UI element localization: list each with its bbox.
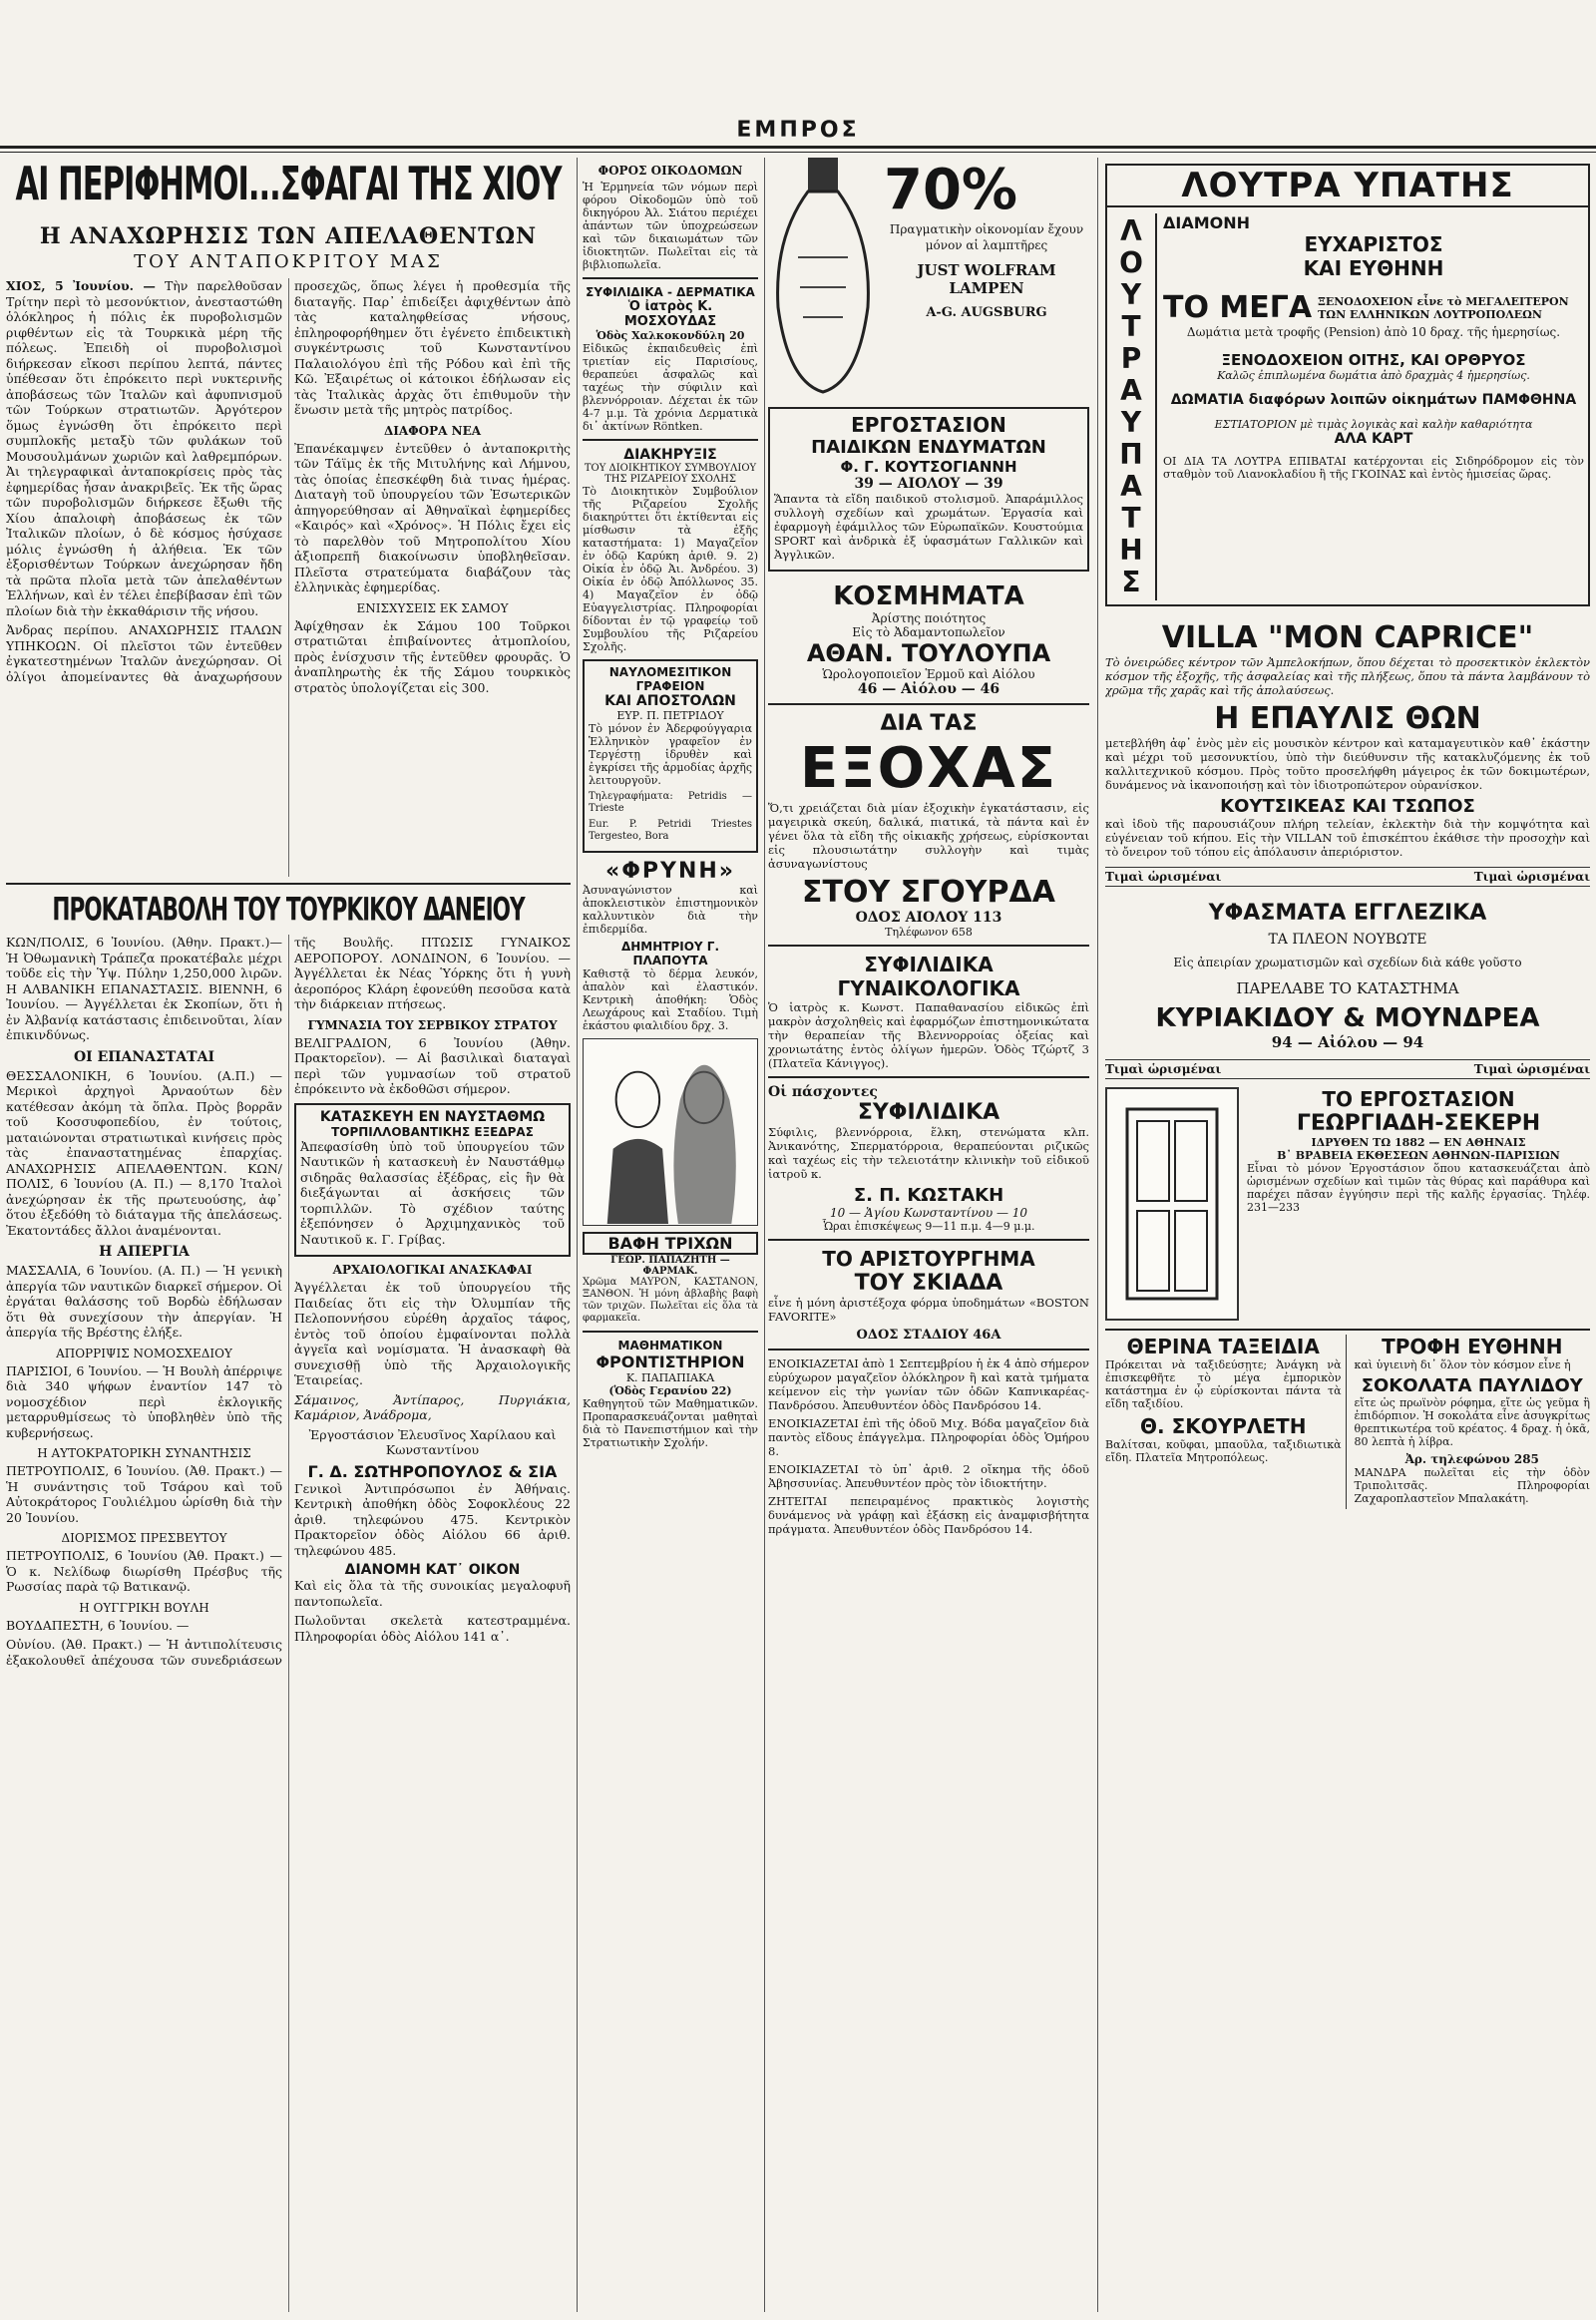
aris-heading: ΤΟ ΑΡΙΣΤΟΥΡΓΗΜΑ <box>822 1247 1035 1271</box>
wine-company: Γ. Δ. ΣΩΤΗΡΟΠΟΥΛΟΣ & ΣΙΑ <box>307 1461 558 1481</box>
summer-heading: ΘΕΡΙΝΑ ΤΑΞΕΙΔΙΑ <box>1126 1335 1320 1358</box>
food-brand: ΣΟΚΟΛΑΤΑ ΠΑΥΛΙΔΟΥ <box>1361 1375 1583 1396</box>
section-subheading: ΤΟΡΠΙΛΛΟΒΑΝΤΙΚΗΣ ΕΞΕΔΡΑΣ <box>331 1124 534 1139</box>
trip-phone: Τηλέφωνον 658 <box>885 926 973 939</box>
masthead-title: ΕΜΠΡΟΣ <box>736 118 860 143</box>
kids-heading-2: ΠΑΙΔΙΚΩΝ ΕΝΔΥΜΑΤΩΝ <box>811 437 1046 458</box>
wine-heading: Ἐργοστάσιον Ἐλευσῖνος Χαρίλαου καὶ Κωνσταντίνου <box>308 1426 557 1457</box>
kids-heading: ΕΡΓΟΣΤΑΣΙΟΝ <box>851 413 1006 437</box>
dateline: ΧΙΟΣ, 5 Ἰουνίου. — <box>6 278 156 293</box>
board-text: Τὸ Διοικητικὸν Συμβούλιον τῆς Ριζαρείου Σχολῆς διακηρύττει ὅτι ἐκτίθενται εἰς μίσθωσιν τὰ ἐξῆς καταστήματα: 1) Μαγαζεῖον ἐν ὁδῷ Καρύκη ἀριθ. 9. 2) Οἰκία ἐν ὁδῷ Ἀι. Ἀνδρέου. 3) Οἰκία ἐν ὁδῷ Ἀπόλλωνος 35. 4) Μαγαζεῖον ἐν ὁδῷ Εὐαγγελιστρίας. Πληροφορίαι δίδονται ἐν τῷ γραφείῳ τοῦ Συμβουλίου τῆς Ριζαρείου Σχολῆς. <box>583 485 758 653</box>
aris-subheading: ΤΟΥ ΣΚΙΑΔΑ <box>854 1271 1003 1296</box>
article-text: ΜΑΣΣΑΛΙΑ, 6 Ἰουνίου. (Α. Π.) — Ἡ γενικὴ ἀπεργία τῶν ναυτικῶν διαρκεῖ σήμερον. Οἱ ἐργάται θαλάσσης τοῦ Βορδὼ ἐδήλωσαν ὅτι θὰ συνεχίσουν τὴν ἀπεργίαν. Ἡ ἀπεργία τῆς Βρέστης ἐλήξε. <box>6 1263 282 1340</box>
baths-title: ΛΟΥΤΡΑ ΥΠΑΤΗΣ <box>1107 166 1588 207</box>
main-subheadline: Η ΑΝΑΧΩΡΗΣΙΣ ΤΩΝ ΑΠΕΛΑΘΕΝΤΩΝ <box>39 223 538 249</box>
food-heading: ΤΡΟΦΗ ΕΥΘΗΝΗ <box>1382 1335 1563 1358</box>
section-heading: ΚΑΤΑΣΚΕΥΗ ΕΝ ΝΑΥΣΤΑΘΜΩ <box>319 1108 546 1125</box>
article-text: ΠΑΡΙΣΙΟΙ, 6 Ἰουνίου. — Ἡ Βουλὴ ἀπέρριψε διὰ 340 ψήφων ἐναντίον 147 τὸ νομοσχέδιον περὶ ἐκλογικῆς μεταρρυθμίσεως τὸ ὑποβληθὲν ὑπὸ τῆς κυβερνήσεως. <box>6 1362 282 1440</box>
villa-owners: ΚΟΥΤΣΙΚΕΑΣ ΚΑΙ ΤΣΩΠΟΣ <box>1220 796 1475 817</box>
divider <box>768 703 1089 705</box>
cloth-heading: ΥΦΑΣΜΑΤΑ ΕΓΓΛΕΖΙΚΑ <box>1208 901 1487 926</box>
baths-big: ΤΟ ΜΕΓΑ <box>1163 290 1313 325</box>
rent-notice: ΕΝΟΙΚΙΑΖΕΤΑΙ τὸ ὑπ᾽ ἀριθ. 2 οἴκημα τῆς ὁδοῦ Ἀβησσυνίας. Ἀπευθυντέον πρὸς τὸν ἰδιοκτήτην. <box>768 1462 1089 1490</box>
article-text: ΒΟΥΔΑΠΕΣΤΗ, 6 Ἰουνίου. — <box>6 1617 190 1633</box>
baths-menu: ΑΛΑ ΚΑΡΤ <box>1334 431 1413 447</box>
mandra-notice: ΜΑΝΔΡΑ πωλεῖται εἰς τὴν ὁδὸν Τριπολιτσᾶς. Πληροφορίαι Ζαχαροπλαστεῖον Μπαλακάτη. <box>1354 1466 1590 1505</box>
gyn-text: Ὁ ἰατρὸς κ. Κωνστ. Παπαθανασίου εἰδικῶς ἐπὶ μακρὸν ἀσχοληθεὶς καὶ ἐφαρμόζων ἐπιστημονικώτατα τὴν θεραπείαν τῆς Βλεννορροίας ὀξείας καὶ χρονιωτάτης ἐντὸς ὀλίγων ἡμερῶν. Ὁδὸς Τζώρτζ 3 (Πλατεῖα Κάνιγγος). <box>768 1000 1089 1070</box>
article-text: Οὐνίου. (Ἀθ. Πρακτ.) — Ἡ ἀντιπολίτευσις ἐξακολουθεῖ ἀπέχουσα τῶν συνεδριάσεων τῆς Βουλῆς. ΠΤΩΣΙΣ ΓΥΝΑΙΚΟΣ ΑΕΡΟΠΟΡΟΥ. ΛΟΝΔΙΝΟΝ, 6 Ἰουνίου. — Ἀγγέλλεται ἐκ Νέας Ὑόρκης ὅτι ἡ γυνὴ ἀεροπόρος Κλάρη ἐφονεύθη πεσοῦσα κατὰ τὴν διάρκειαν πτήσεως. <box>6 935 571 1668</box>
dye-maker: ΓΕΩΡ. ΠΑΠΑΖΗΤΗ — ΦΑΡΜΑΚ. <box>610 1255 730 1277</box>
masthead-rule-thin <box>0 152 1596 153</box>
ads-column-left <box>583 158 758 2312</box>
aris-text: εἶνε ἡ μόνη ἀριστέξοχα φόρμα ὑποδημάτων «BOSTON FAVORITE» <box>768 1296 1089 1324</box>
food-phone: Ἀρ. τηλεφώνου 285 <box>1404 1452 1539 1466</box>
baths-pleasant: ΕΥΧΑΡΙΣΤΟΣ <box>1304 232 1443 256</box>
villa-title: VILLA "MON CAPRICE" <box>1161 620 1534 655</box>
section-heading: ΔΙΟΡΙΣΜΟΣ ΠΡΕΣΒΕΥΤΟΥ <box>61 1531 227 1545</box>
column-divider <box>1097 158 1098 2312</box>
naval-address: Eur. P. Petridi Triestes Tergesteo, Bora <box>589 819 752 842</box>
kids-name: Φ. Γ. ΚΟΥΤΣΟΓΙΑΝΝΗ <box>840 458 1017 476</box>
divider <box>583 277 758 279</box>
divider <box>768 1349 1089 1351</box>
summer-text: Πρόκειται νὰ ταξιδεύσῃτε; Ἀνάγκη νὰ ἐπισκεφθῆτε τὸ μέγα ἐμπορικὸν κατάστημα ἐν ᾧ εὑρίσκονται πάντα τὰ εἴδη ταξιδίου. <box>1105 1358 1342 1410</box>
section-heading: ΑΡΧΑΙΟΛΟΓΙΚΑΙ ΑΝΑΣΚΑΦΑΙ <box>332 1263 533 1277</box>
summer-text-2: Βαλίτσαι, κοῦφαι, μπαοῦλα, ταξιδιωτικὰ εἴδη. Πλατεῖα Μητροπόλεως. <box>1105 1438 1342 1464</box>
frini-text: Ἀσυναγώνιστον καὶ ἀποκλειστικὸν ἐπιστημονικὸν καλλυντικὸν διὰ τὴν ἐπιδερμίδα. <box>583 884 758 936</box>
article-text: Ἀγγέλλεται ἐκ τοῦ ὑπουργείου τῆς Παιδείας ὅτι εἰς τὴν Ὀλυμπίαν τῆς Πελοποννήσου εὑρέθη ἀρχαῖος τάφος, ἐντὸς τοῦ ὁποίου ἐμφαίνονται πολλὰ ἀγγεῖα καὶ νομίσματα. Ἡ ἀνασκαφὴ θὰ συνεχισθῇ ὑπὸ τῆς Ἀρχαιολογικῆς Ἑταιρείας. <box>294 1280 571 1387</box>
baths-stay: ΔΙΑΜΟΝΗ <box>1163 213 1251 232</box>
wire-news <box>6 935 571 2312</box>
cloth-store-name: ΚΥΡΙΑΚΙΔΟΥ & ΜΟΥΝΔΡΕΑ <box>1155 1003 1540 1033</box>
baths-vertical-title: Λ Ο Υ Τ Ρ Α Υ Π Α Τ Η Σ <box>1119 214 1143 598</box>
article-text: Ἀφίχθησαν ἐκ Σάμου 100 Τοῦρκοι στρατιῶται ἐπιβαίνοντες ἀτμοπλοίου, πρὸς ἐνίσχυσιν τῆς ἐντεῦθεν φρουρᾶς. Ὁ ἀναπληρωτὴς ἐκ τῆς Σάμου τουρκικὸς στρατὸς ὑπολογίζεται εἰς 300. <box>294 617 571 695</box>
tutor-name: Κ. ΠΑΠΑΠΙΑΚΑ <box>625 1371 715 1384</box>
food-text-2: εἴτε ὡς πρωϊνὸν ρόφημα, εἴτε ὡς γεῦμα ἢ ἐπιδόρπιον. Ἡ σοκολάτα εἶνε ἀσυγκρίτως θρεπτικωτέρα τοῦ κρέατος. 4 δραχ. ἡ ὀκᾶ, 80 λεπτὰ ἡ λίβρα. <box>1354 1396 1590 1448</box>
rent-notice: ΕΝΟΙΚΙΑΖΕΤΑΙ ἀπὸ 1 Σεπτεμβρίου ἡ ἐκ 4 ἀπὸ σήμερον εὐρύχωρον μαγαζεῖον ὁλόκληρον ἢ καὶ κατὰ τμήματα κείμενον εἰς τὴν γωνίαν τῶν ὁδῶν Καπνικαρέας-Πανδρόσου. Ἀπευθυντέον ὁδὸς Πανδρόσου 14. <box>768 1356 1089 1412</box>
syph-heading: Οἱ πάσχοντες <box>768 1084 878 1100</box>
gyn-heading: ΣΥΦΙΛΙΔΙΚΑ <box>864 953 994 976</box>
aris-address: ΟΔΟΣ ΣΤΑΔΙΟΥ 46Α <box>856 1328 1001 1343</box>
delivery-text: Καὶ εἰς ὅλα τὰ τῆς συνοικίας μεγαλοφυῆ παντοπωλεῖα. <box>294 1578 571 1609</box>
cloth-received: ΠΑΡΕΛΑΒΕ ΤΟ ΚΑΤΑΣΤΗΜΑ <box>1236 979 1459 997</box>
cloth-text: Εἰς ἀπειρίαν χρωματισμῶν καὶ σχεδίων διὰ κάθε γοῦστο <box>1173 956 1522 969</box>
factory-illustration <box>1105 1087 1239 1321</box>
baths-hotel-2: ΞΕΝΟΔΟΧΕΙΟΝ ΟΙΤΗΣ, ΚΑΙ ΟΡΘΡΥΟΣ <box>1221 351 1526 369</box>
bulb-text: Πραγματικὴν οἰκονομίαν ἔχουν μόνον αἱ λαμπτῆρες <box>889 222 1084 252</box>
wine-text: Γενικοὶ Ἀντιπρόσωποι ἐν Ἀθήναις. Κεντρικὴ ἀποθήκη ὁδὸς Σοφοκλέους 22 ἀριθ. τηλεφώνου 475. Κεντρικὸν Πρακτορεῖον ὁδὸς Αἰόλου 66 ἀριθ. τηλεφώνου 485. <box>294 1480 571 1558</box>
baths-restaurant: ΕΣΤΙΑΤΟΡΙΟΝ μὲ τιμὰς λογικὰς καὶ καλὴν καθαριότητα <box>1214 418 1533 431</box>
divider <box>583 439 758 441</box>
villa-text: Τὸ ὀνειρώδες κέντρον τῶν Ἀμπελοκήπων, ὅπου δέχεται τὸ προσεκτικὸν ἐκλεκτὸν κόσμον τῆς ἐξοχῆς, τῆς ἀσφαλείας καὶ τῆς πλήξεως, ὅπου τὰ πάντα λαμβάνουν τὸ χρῶμα τῆς χαρᾶς καὶ τῆς ἀπολαύσεως. <box>1105 655 1590 697</box>
kids-clothing-ad <box>768 407 1089 572</box>
portrait-illustration <box>583 1038 758 1226</box>
portrait-icon <box>584 1039 757 1225</box>
trip-heading: ΔΙΑ ΤΑΣ <box>880 711 978 736</box>
divider <box>6 883 571 885</box>
board-subheading: ΤΟΥ ΔΙΟΙΚΗΤΙΚΟΥ ΣΥΜΒΟΥΛΙΟΥ ΤΗΣ ΡΙΖΑΡΕΙΟΥ ΣΧΟΛΗΣ <box>584 463 757 485</box>
column-divider <box>764 158 765 2312</box>
lightbulb-icon <box>768 158 878 397</box>
frini-doctor: ΔΗΜΗΤΡΙΟΥ Γ. ΠΛΑΠΟΥΤΑ <box>620 940 720 967</box>
naval-name: ΕΥΡ. Π. ΠΕΤΡΙΔΟΥ <box>616 709 724 722</box>
derm-address: Ὁδὸς Χαλκοκονδύλη 20 <box>596 329 745 342</box>
section-heading: ΟΙ ΕΠΑΝΑΣΤΑΤΑΙ <box>73 1048 215 1065</box>
trip-address: ΟΔΟΣ ΑΙΟΛΟΥ 113 <box>855 910 1002 926</box>
trip-text: Ὅ,τι χρειάζεται διὰ μίαν ἐξοχικὴν ἐγκατάστασιν, εἰς μαγειρικὰ σκεύη, δαλικά, πιατικά, τὰ πάντα καὶ ἐν γένει ὅλα τὰ εἴδη τῆς οἰκιακῆς χρήσεως, εὑρίσκονται εἰς πλουσιωτάτην συλλογὴν καὶ τιμὰς ἀσυναγωνίστους <box>768 801 1089 871</box>
factory-award: Β᾽ ΒΡΑΒΕΙΑ ΕΚΘΕΣΕΩΝ ΑΘΗΝΩΝ-ΠΑΡΙΣΙΩΝ <box>1277 1149 1560 1162</box>
sale-notice: Πωλοῦνται σκελετὰ κατεστραμμένα. Πληροφορίαι ὁδὸς Αἰόλου 141 α᾽. <box>294 1613 571 1644</box>
syph-text: Σύφιλις, βλεννόρροια, ἕλκη, στενώματα κλπ. Ἀνικανότης, Σπερματόρροια, θεραπεύονται ριζικῶς καὶ ταχέως εἰς τὴν τελειοτάτην κλινικὴν τοῦ εἰδικοῦ ἰατροῦ κ. <box>768 1125 1089 1181</box>
tax-heading: ΦΟΡΟΣ ΟΙΚΟΔΟΜΩΝ <box>598 164 743 178</box>
bulb-percentage: 70% <box>884 158 1018 222</box>
baths-footer: ΟΙ ΔΙΑ ΤΑ ΛΟΥΤΡΑ ΕΠΙΒΑΤΑΙ κατέρχονται εἰς Σιδηρόδρομον εἰς τὸν σταθμὸν τοῦ Λιανοκλαδίου ἢ τῆς ΓΚΟΙΝΑΣ καὶ ἐντὸς ἡμισείας ὥρας. <box>1163 455 1584 481</box>
summer-store: Θ. ΣΚΟΥΡΛΕΤΗ <box>1140 1414 1307 1438</box>
cloth-address: 94 — Αἰόλου — 94 <box>1271 1033 1424 1051</box>
factory-year: ΙΔΡΥΘΕΝ ΤΩ 1882 — ΕΝ ΑΘΗΝΑΙΣ <box>1311 1136 1526 1149</box>
article-text: ΠΕΤΡΟΥΠΟΛΙΣ, 6 Ἰουνίου (Ἀθ. Πρακτ.) — Ὁ κ. Νελίδωφ διωρίσθη Πρέσβυς τῆς Ρωσσίας παρὰ τῷ Βατικανῷ. <box>6 1548 282 1594</box>
wanted-notice: ΖΗΤΕΙΤΑΙ πεπειραμένος πρακτικὸς λογιστὴς δυνάμενος νὰ γράφῃ καὶ ἐξάσκῃ εἰς ἀναμφισβήτητα πράγματα. Ἀπευθυντέον ὁδὸς Πανδρόσου 14. <box>768 1494 1089 1536</box>
divider <box>768 945 1089 947</box>
naval-telegraph: Τηλεγραφήματα: Petridis — Trieste <box>589 791 752 814</box>
wine-list: Σάμαινος, Ἀντίπαρος, Πυργιάκια, Καμάριον, Ἀνάδρομα, <box>294 1391 571 1422</box>
tutor-heading-2: ΦΡΟΝΤΙΣΤΗΡΙΟΝ <box>596 1353 745 1371</box>
article-text: Ἀνδρας περίπου. ΑΝΑΧΩΡΗΣΙΣ ΙΤΑΛΩΝ ΥΠΗΚΟΩΝ. Οἱ πλεῖστοι τῶν ἐντεῦθεν ἐγκατεστημένων Ἰταλῶν ἀνεχώρησαν. Οἱ ὀλίγοι ἀπομείναντες θὰ ἀναχωρήσουν προσεχῶς, ὅπως λέγει ἡ προθεσμία τῆς διαταγῆς. Παρ᾽ ἐπιδείξει ἀφιχθέντων ἀπὸ τὰς καταληφθείσας νήσους, ἐπληροφορήθημεν ὅτι ἐγένετο ἐπιδεικτικὴ συγκέντρωσις τοῦ Κωνσταντίνου Παλαιολόγου ἐπὶ τῆς Ρόδου καὶ ἐπὶ τῆς Κῶ. Ἐξαιρέτως οἱ κάτοικοι ἐδήλωσαν εἰς τὰς Ἰταλικὰς ἀρχὰς ὅτι ἐπιθυμοῦν τὴν ἕνωσιν μετὰ τῆς μητρὸς πατρίδος. <box>6 278 571 684</box>
byline: ΤΟΥ ΑΝΤΑΠΟΚΡΙΤΟΥ ΜΑΣ <box>134 251 443 272</box>
divider <box>583 1331 758 1333</box>
bulb-maker: A-G. AUGSBURG <box>926 305 1047 320</box>
article-text: Ἐπανέκαμψεν ἐντεῦθεν ὁ ἀνταποκριτὴς τῶν Τάϊμς ἐκ τῆς Μιτυλήνης καὶ Λήμνου, τὰς ὁποίας ἐπεσκέφθη διὰ τινας ἡμέρας. Διαταγὴ τοῦ ὑπουργείου τῶν Ἐσωτερικῶν ἀπηγορεύθησαν αἱ Ἀθηναϊκαὶ ἐφημερίδες «Καιρός» καὶ «Χρόνος». Ἡ Πόλις ἔχει εἰς τὸ παρελθὸν τοῦ Μητροπολίτου Χίου ἀξιοπρεπῆ διακοίνωσιν ὑποβληθεῖσαν. Πλεῖστα στρατεύματα διαβάζουν τὰς ἐλληνικὰς ἐφημερίδας. <box>294 440 571 594</box>
villa-text-2: μετεβλήθη ἀφ᾽ ἑνὸς μὲν εἰς μουσικὸν κέντρον καὶ καταμαγευτικὸν καθ᾽ ἑκάστην καὶ μέχρι τοῦ μεσονυκτίου, ὑπὸ τὴν διεύθυνσιν τῆς κατακλυζόμενης ἐκ τοῦ καλλιτεχνικοῦ κόσμου. Πρὸς τοῦτο προσελήφθη μάγειρος ἐκ τῶν δοκιμωτέρων, δυνάμενος νὰ ἱκανοποιήσῃ καὶ τὸν ἰδιοτροπώτερον οὐρανίσκον. <box>1105 736 1590 792</box>
bulb-ad <box>768 158 1089 397</box>
section-heading: Η ΟΥΓΓΡΙΚΗ ΒΟΥΛΗ <box>79 1600 209 1615</box>
ads-column-middle <box>768 158 1089 2312</box>
baths-ad <box>1105 164 1590 606</box>
section-heading: Η ΑΠΕΡΓΙΑ <box>99 1244 190 1260</box>
naval-office-ad <box>583 659 758 853</box>
dye-heading: ΒΑΦΗ ΤΡΙΧΩΝ <box>583 1232 758 1255</box>
villa-big: Η ΕΠΑΥΛΙΣ ΘΩΝ <box>1214 701 1481 736</box>
article-text: ΚΩΝ/ΠΟΛΙΣ, 6 Ἰουνίου. (Ἀθην. Πρακτ.)— Ἡ Ὀθωμανικὴ Τράπεζα προκατέβαλε μέχρι τοῦδε εἰς τὴν Ὑψ. Πύλην 1,250,000 λιρῶν. Η ΑΛΒΑΝΙΚΗ ΕΠΑΝΑΣΤΑΣΙΣ. ΒΙΕΝΝΗ, 6 Ἰουνίου. — Ἀγγέλλεται ἐκ Σκοπίων, ὅτι ἡ ἐν Ἀλβανίᾳ κατάστασις ἐπιδεινοῦται, λίαν ἐπικινδύνως. <box>6 935 282 1042</box>
bulb-brand: JUST WOLFRAM LAMPEN <box>917 261 1056 297</box>
baths-cheap: ΚΑΙ ΕΥΘΗΝΗ <box>1303 256 1444 280</box>
section-headline: ΠΡΟΚΑΤΑΒΟΛΗ ΤΟΥ ΤΟΥΡΚΙΚΟΥ ΔΑΝΕΙΟΥ <box>52 891 525 929</box>
tutor-text: Καθηγητοῦ τῶν Μαθηματικῶν. Προπαρασκευάζονται μαθηταὶ διὰ τὸ Πανεπιστήμιον καὶ τὴν Στρατιωτικὴν Σχολήν. <box>583 1397 758 1449</box>
delivery-heading: ΔΙΑΝΟΜΗ ΚΑΤ᾽ ΟΙΚΟΝ <box>344 1562 521 1578</box>
article-text: ΠΕΤΡΟΥΠΟΛΙΣ, 6 Ἰουνίου. (Ἀθ. Πρακτ.) — Ἡ συνάντησις τοῦ Τσάρου καὶ τοῦ Αὐτοκράτορος Γουλιέλμου ὡρίσθη διὰ τὴν 20 Ἰουνίου. <box>6 1463 282 1525</box>
syph-doctor: Σ. Π. ΚΩΣΤΑΚΗ <box>853 1185 1004 1206</box>
trip-big-text: ΕΞΟΧΑΣ <box>799 736 1057 801</box>
section-heading: ΓΥΜΝΑΣΙΑ ΤΟΥ ΣΕΡΒΙΚΟΥ ΣΤΡΑΤΟΥ <box>307 1017 558 1032</box>
section-heading: ΕΝΙΣΧΥΣΕΙΣ ΕΚ ΣΑΜΟΥ <box>356 600 509 615</box>
baths-hotel-2-text: Καλῶς ἐπιπλωμένα δωμάτια ἀπὸ δραχμὰς 4 ἡμερησίως. <box>1217 369 1530 382</box>
dye-text: Χρῶμα ΜΑΥΡΟΝ, ΚΑΣΤΑΝΟΝ, ΞΑΝΘΟΝ. Ἡ μόνη ἀβλαβὴς βαφὴ τῶν τριχῶν. Πωλεῖται εἰς ὅλα τὰ φαρμακεῖα. <box>583 1277 758 1324</box>
cloth-subheading: ΤΑ ΠΛΕΟΝ ΝΟΥΒΩΤΕ <box>1268 932 1427 948</box>
masthead-rule <box>0 146 1596 149</box>
derm-doctor: Ὁ ἰατρὸς Κ. ΜΟΣΧΟΥΔΑΣ <box>623 299 717 329</box>
main-headline: ΑΙ ΠΕΡΙΦΗΜΟΙ...ΣΦΑΓΑΙ ΤΗΣ ΧΙΟΥ <box>15 158 562 211</box>
section-heading: Η ΑΥΤΟΚΡΑΤΟΡΙΚΗ ΣΥΝΑΝΤΗΣΙΣ <box>37 1446 251 1460</box>
kids-text: Ἅπαντα τὰ εἴδη παιδικοῦ στολισμοῦ. Ἀπαράμιλλος συλλογὴ σχεδίων καὶ χρωμάτων. Ἐργασία καὶ ἐφαρμογὴ ἐφάμιλλος τῶν Εὐρωπαϊκῶν. Κουστούμια SPORT καὶ ἀνδρικὰ ἐξ ὑφασμάτων Γαλλικῶν καὶ Ἀγγλικῶν. <box>774 492 1083 562</box>
article-text: ΘΕΣΣΑΛΟΝΙΚΗ, 6 Ἰουνίου. (Α.Π.) — Μερικοὶ ἀρχηγοὶ Ἀρναούτων δὲν κατέθεσαν ἀκόμη τὰ ὅπλα. Πρὸς βορρᾶν τοῦ Κοσσυφοπεδίου, ἐν τούτοις, ματαιώνονται στρατιωτικαὶ κινήσεις πρὸς τὰς ἐπαναστατημένας ἐπαρχίας. ΑΝΑΧΩΡΗΣΙΣ ΑΠΕΛΑΘΕΝΤΩΝ. ΚΩΝ/ΠΟΛΙΣ, 6 Ἰουνίου (Α. Π.) — 8,170 Ἰταλοὶ ἀνεχώρησαν ἐκ τῆς πρωτευούσης, ἀφ᾽ ὅτου ἐξεδόθη τὸ διάταγμα τῆς ἀπελάσεως. Ἐκατοντάδες ἄλλοι ἀναμένονται. <box>6 1067 282 1238</box>
baths-rooms-2: ΔΩΜΑΤΙΑ διαφόρων λοιπῶν οἰκημάτων ΠΑΜΦΘΗΝΑ <box>1170 392 1577 408</box>
navy-yard-article <box>294 1103 571 1258</box>
naval-heading-2: ΚΑΙ ΑΠΟΣΤΟΛΩΝ <box>604 693 736 709</box>
frini-text-2: Καθιστᾷ τὸ δέρμα λευκόν, ἀπαλὸν καὶ ἐλαστικόν. Κεντρικὴ ἀποθήκη: Ὁδὸς Λεωχάρους καὶ Σταδίου. Τιμὴ ἑκάστου φιαλιδίου δρχ. 3. <box>583 967 758 1032</box>
food-text: καὶ ὑγιεινὴ δι᾽ ὅλον τὸν κόσμον εἶνε ἡ <box>1354 1358 1571 1371</box>
article-text: Ἀπεφασίσθη ὑπὸ τοῦ ὑπουργείου τῶν Ναυτικῶν ἡ κατασκευὴ ἐν Ναυστάθμῳ σιδηρᾶς θαλασσίας ἐξέδρας, εἰς ἣν θὰ διεξάγωνται αἱ ἀσκήσεις τῶν τορπιλλῶν. Τὸ σχέδιον ταύτης ἐξεπόνησεν ὁ Ἀρχιμηχανικὸς τοῦ Ναυτικοῦ κ. Γ. Γρίβας. <box>300 1138 565 1247</box>
section-heading: ΑΠΟΡΡΙΨΙΣ ΝΟΜΟΣΧΕΔΙΟΥ <box>56 1346 232 1360</box>
jewel-subheading: Ἀρίστης ποιότητος <box>871 611 987 625</box>
syph-hours: Ὧραι ἐπισκέψεως 9—11 π.μ. 4—9 μ.μ. <box>822 1220 1035 1233</box>
tutor-heading: ΜΑΘΗΜΑΤΙΚΟΝ <box>617 1339 723 1353</box>
kids-address: 39 — ΑΙΟΛΟΥ — 39 <box>854 476 1003 492</box>
summer-travel-ad <box>1105 1335 1347 1509</box>
jewel-address: 46 — Αἰόλου — 46 <box>857 681 1000 697</box>
fixed-price-label: Τιμαὶ ὡρισμέναι <box>1473 1062 1590 1076</box>
column-divider <box>577 158 578 2312</box>
article-text: Τὴν παρελθοῦσαν Τρίτην περὶ τὸ μεσονύκτιον, ἀνεσταστώθη ὁλόκληρος ἡ πόλις ἐκ πυροβολισμῶν ριφθέντων εἰς τὰ Τουρκικὰ μέρη τῆς πόλεως. Ἐπειδὴ οἱ πυροβολισμοὶ διήρκεσαν εἴκοσι περίπου λεπτά, πάντες ὑπέθεσαν ὅτι ἐπρόκειτο περὶ νυκτερινῆς ἀποβάσεως τῶν Ἰταλῶν καὶ ἀφυπνισμοῦ τῶν Τούρκων στρατιωτῶν. Ἀργότερον ὅμως ἐγνώσθη ὅτι ἐπρόκειτο περὶ συμπλοκῆς μεταξὺ τῶν φυλάκων τοῦ Μουσουλμάνων χωριῶν καὶ λαθρεμπόρων. Ἀι τηλεγραφικαὶ ἀνταποκρίσεις πρὸς τὰς ἐφημερίδας ἦσαν ἀνακριβεῖς. Ἐκ τῆς ὥρας τῶν πυροβολισμῶν διήρκεσε ἔξωθι τῆς Χίου ἀπαλοιφὴ ἀποβάσεως ἐκ τῶν Ἰταλικῶν πλοίων, ὁ δὲ κόσμος ἡσύχασε μόλις ἐγνώσθη ἡ ἀλήθεια. Ἐκ τῶν ἐξορισθέντων Τούρκων ἀνεχώρησαν ἤδη τὰ πρῶτα πλοῖα μετὰ τῶν ἀπελαθέντων Ἑλλήνων, καὶ ἐν τέλει ἐπεβίβασαν ἐπὶ τῶν πλοίων διὰ τὴν ἐκκαθάρισιν τῆς νήσου. <box>6 278 282 618</box>
frini-title: «ΦΡΥΝΗ» <box>604 859 735 884</box>
section-heading: ΔΙΑΦΟΡΑ ΝΕΑ <box>383 423 482 438</box>
tutor-address: (Ὁδὸς Γερανίου 22) <box>608 1384 732 1397</box>
fixed-price-label: Τιμαὶ ὡρισμέναι <box>1105 870 1222 884</box>
baths-big-text: ΞΕΝΟΔΟΧΕΙΟΝ εἶνε τὸ ΜΕΓΑΛΕΙΤΕΡΟΝ ΤΩΝ ΕΛΛΗΝΙΚΩΝ ΛΟΥΤΡΟΠΟΛΕΩΝ <box>1318 294 1569 321</box>
door-window-icon <box>1107 1089 1237 1319</box>
article-text: ΒΕΛΙΓΡΑΔΙΟΝ, 6 Ἰουνίου (Ἀθην. Πρακτορεῖον). — Αἱ βασιλικαὶ διαταγαὶ περὶ τῶν γυμνασίων τοῦ στρατοῦ ἐπρόκειντο νὰ ἐκδοθῶσι σήμερον. <box>294 1034 571 1096</box>
villa-text-3: καὶ ἰδοὺ τῆς παρουσιάζουν πλήρη τελείαν, ἐκλεκτὴν διὰ τὴν κομψότητα καὶ εὐγένειαν τοῦ κήπου. Εἰς τὴν VILLAN τοῦ ἐπισκέπτου ἐκάθισε τὴν προσοχὴν καὶ τὸ ὄνειρον τοῦ τόπου εἰς ἀπόλαυσιν ἀπεριόριστον. <box>1105 817 1590 859</box>
divider <box>768 1239 1089 1241</box>
trip-store: ΣΤΟΥ ΣΓΟΥΡΔΑ <box>802 875 1055 910</box>
jewel-heading: ΚΟΣΜΗΜΑΤΑ <box>833 581 1024 611</box>
board-heading: ΔΙΑΚΗΡΥΞΙΣ <box>623 447 717 463</box>
derm-heading: ΣΥΦΙΛΙΔΙΚΑ - ΔΕΡΜΑΤΙΚΑ <box>586 285 755 299</box>
chocolate-ad <box>1355 1335 1591 1509</box>
ads-column-right <box>1105 158 1590 2312</box>
baths-rooms: Δωμάτια μετὰ τροφῆς (Pension) ἀπὸ 10 δραχ. τῆς ἡμερησίως. <box>1186 325 1561 339</box>
factory-ad <box>1105 1087 1590 1321</box>
jewel-text: Ὡρολογοποιεῖον Ἑρμοῦ καὶ Αἰόλου <box>822 667 1035 681</box>
rent-notice: ΕΝΟΙΚΙΑΖΕΤΑΙ ἐπὶ τῆς ὁδοῦ Μιχ. Βόδα μαγαζεῖον διὰ παντὸς εἴδους ἐπάγγελμα. Πληροφορίαι ὁδὸς Ὁμήρου 8. <box>768 1416 1089 1458</box>
fixed-price-label: Τιμαὶ ὡρισμέναι <box>1105 1062 1222 1076</box>
factory-name: ΓΕΩΡΓΙΑΔΗ-ΣΕΚΕΡΗ <box>1296 1111 1541 1136</box>
syph-address: 10 — Ἁγίου Κωνσταντίνου — 10 <box>829 1206 1028 1220</box>
fixed-price-label: Τιμαὶ ὡρισμέναι <box>1473 870 1590 884</box>
derm-text: Εἰδικῶς ἐκπαιδευθεὶς ἐπὶ τριετίαν εἰς Παρισίους, θεραπεύει ἀσφαλῶς καὶ ταχέως τὴν σύφιλιν καὶ βλεννόρροιαν. Δέχεται ἐκ τῶν 4-7 μ.μ. Τὰ χρόνια Δερματικὰ δι᾽ ἀκτίνων Röntken. <box>583 342 758 433</box>
syph-big: ΣΥΦΙΛΙΔΙΚΑ <box>857 1100 1000 1125</box>
divider <box>768 1076 1089 1078</box>
jewel-name: ΑΘΑΝ. ΤΟΥΛΟΥΠΑ <box>806 639 1051 667</box>
chios-article <box>6 278 571 877</box>
naval-heading: ΝΑΥΛΟΜΕΣΙΤΙΚΟΝ ΓΡΑΦΕΙΟΝ <box>608 665 732 693</box>
gyn-heading-2: ΓΥΝΑΙΚΟΛΟΓΙΚΑ <box>837 976 1020 1000</box>
jewel-subheading-2: Εἰς τὸ Ἀδαμαντοπωλεῖον <box>852 625 1005 639</box>
tax-text: Ἡ Ἑρμηνεία τῶν νόμων περὶ φόρου Οἰκοδομῶν ὑπὸ τοῦ δικηγόρου Ἀλ. Σιάτου περιέχει ἀπάντων τῶν ὑποχρεώσεων καὶ τῶν δικαιωμάτων τῶν ἰδιοκτητῶν. Πωλεῖται εἰς τὰ βιβλιοπωλεῖα. <box>583 181 758 271</box>
news-column <box>6 158 571 2312</box>
factory-heading: ΤΟ ΕΡΓΟΣΤΑΣΙΟΝ <box>1322 1087 1515 1111</box>
naval-text: Τὸ μόνον ἐν Ἀδερφούγγαρια Ἑλληνικὸν γραφεῖον ἐν Τεργέστῃ ἱδρυθὲν καὶ ἐγκρίσει τῆς ἁρμοδίας ἀρχῆς λειτουργοῦν. <box>589 722 752 787</box>
factory-text: Εἶναι τὸ μόνον Ἐργοστάσιον ὅπου κατασκευάζεται ἀπὸ ὡρισμένων σχεδίων καὶ τιμῶν τὰς θύρας καὶ παράθυρα καὶ παρέχει πᾶσαν ἐγγύησιν περὶ τῆς καλῆς ἐργασίας. Τηλέφ. 231—233 <box>1247 1162 1590 1214</box>
